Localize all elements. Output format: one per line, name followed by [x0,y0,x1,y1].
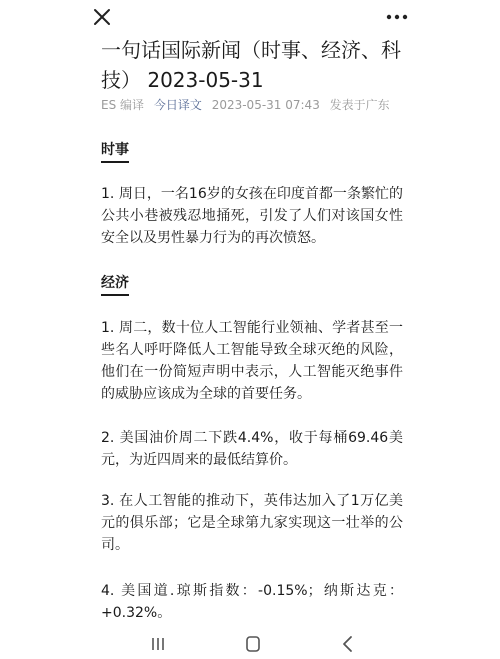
article-title: 一句话国际新闻（时事、经济、科技） 2023-05-31 [101,38,401,92]
article-meta [101,96,401,114]
recent-apps-icon [147,633,169,655]
paragraph: 2. 美国油价周二下跌4.4%，收于每桶69.46美元，为近四周来的最低结算价。 [101,430,403,468]
system-navigation-bar [0,627,500,659]
section-heading-current-affairs: 时事 [101,140,129,163]
publish-datetime: 2023-05-31 07:43 [211,98,320,112]
paragraph: 1. 周二，数十位人工智能行业领袖、学者甚至一些名人呼吁降低人工智能导致全球灭绝的风险，他们在一份简短声明中表示，人工智能灭绝事件的威胁应该成为全球的首要任务。 [101,320,403,402]
paragraph: 1. 周日，一名16岁的女孩在印度首都一条繁忙的公共小巷被残忍地捅死，引发了人们对该国女性安全以及男性暴力行为的再次愤怒。 [101,186,403,246]
close-icon [90,5,114,29]
account-name-link[interactable]: 今日译文 [153,98,202,112]
publish-location: 发表于广东 [329,98,390,112]
section-heading-economy: 经济 [101,273,129,296]
more-options-button[interactable] [382,5,412,29]
home-icon [242,633,264,655]
author-label: ES 编译 [101,98,145,112]
back-button[interactable] [337,633,359,655]
top-bar [0,0,500,34]
close-button[interactable] [90,5,114,29]
home-button[interactable] [242,633,264,655]
paragraph: 3. 在人工智能的推动下，英伟达加入了1万亿美元的俱乐部；它是全球第九家实现这一壮举的公司。 [101,493,403,553]
paragraph: 4. 美国道.琼斯指数：-0.15%；纳斯达克：+0.32%。 [101,583,403,621]
back-icon [337,633,359,655]
more-icon [382,5,412,29]
recent-apps-button[interactable] [147,633,169,655]
